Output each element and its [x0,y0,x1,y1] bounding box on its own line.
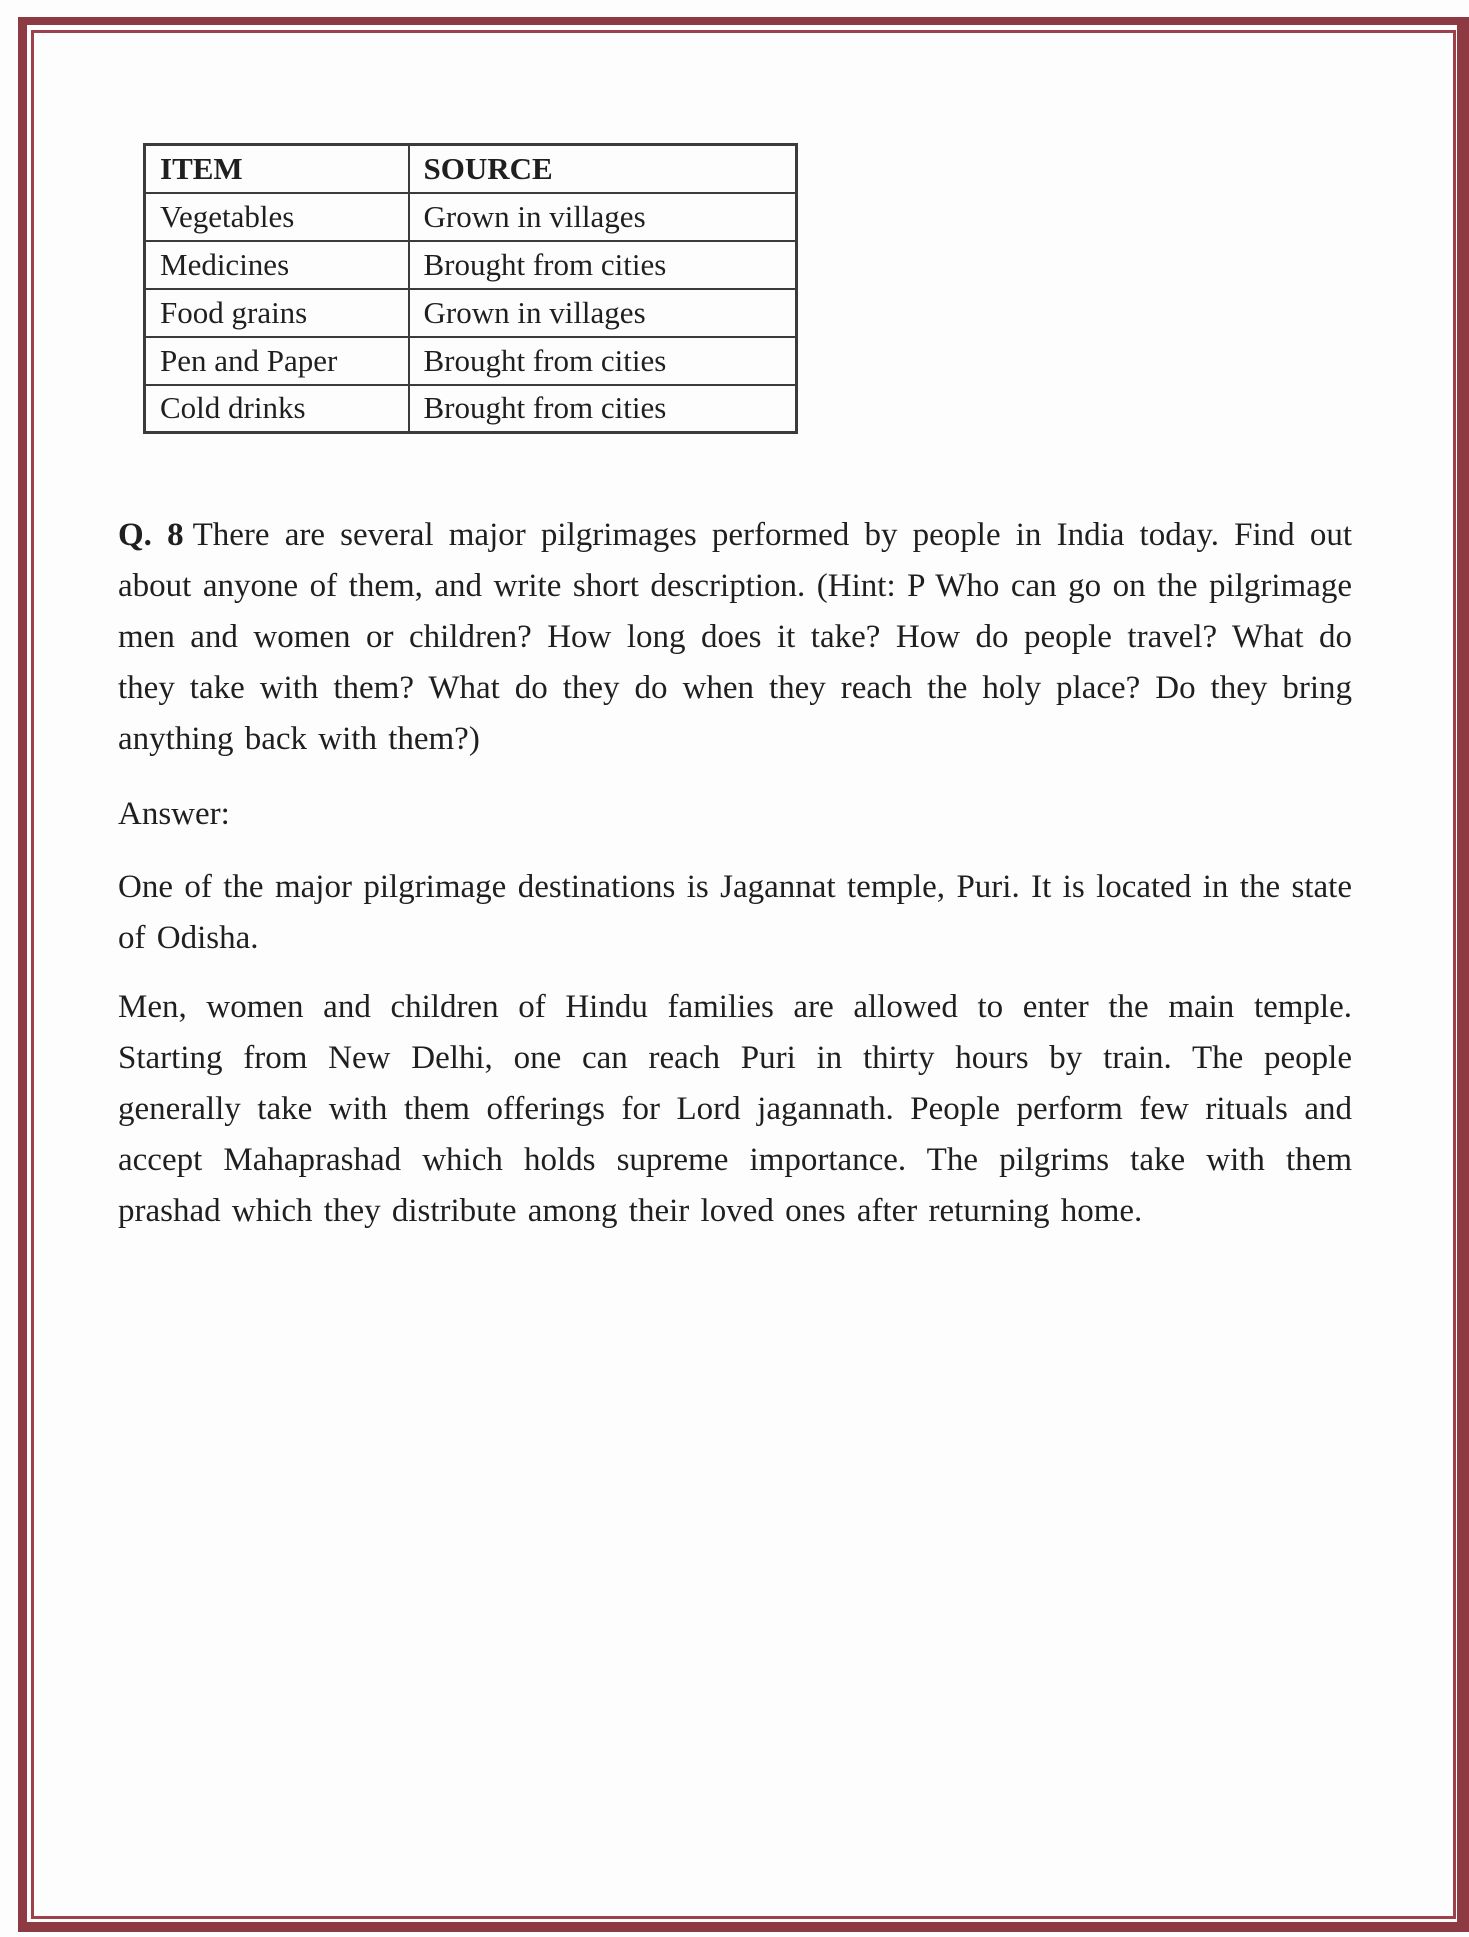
table-row [145,385,797,433]
question-number: Q. 8 [118,517,184,553]
item-cell: Food grains [145,289,409,337]
table-row [145,289,797,337]
answer-label: Answer: [118,796,230,832]
source-cell: Brought from cities [409,385,797,433]
source-cell: Grown in villages [409,193,797,241]
table-row [145,193,797,241]
column-header-item: ITEM [145,145,409,193]
column-header-source: SOURCE [409,145,797,193]
table-row [145,337,797,385]
page-content [34,33,1453,1916]
table-header-row [145,145,797,193]
item-cell: Pen and Paper [145,337,409,385]
question-text: There are several major pilgrimages performed by people in India today. Find out about anyone of them, and write short description. (Hint: P Who can go on the pilgrimage men and women or children? How long does it take? How do people travel? What do they take with them? What do they do when they reach the holy place? Do they bring anything back with them?) [118,517,1352,757]
question-paragraph [118,510,1352,765]
table-row [145,241,797,289]
source-cell: Grown in villages [409,289,797,337]
source-cell: Brought from cities [409,337,797,385]
item-cell: Vegetables [145,193,409,241]
item-source-table [143,143,798,434]
source-cell: Brought from cities [409,241,797,289]
table-body [145,193,797,433]
item-cell: Medicines [145,241,409,289]
item-cell: Cold drinks [145,385,409,433]
answer-paragraph-2: Men, women and children of Hindu families are allowed to enter the main temple. Starting from New Delhi, one can reach Puri in thirty hours by train. The people generally take with them offerings for Lord jagannath. People perform few rituals and accept Mahaprashad which holds supreme importance. The pilgrims take with them prashad which they distribute among their loved ones after returning home. [118,989,1352,1229]
answer-paragraph-1: One of the major pilgrimage destinations is Jagannat temple, Puri. It is located in the state of Odisha. [118,869,1352,956]
